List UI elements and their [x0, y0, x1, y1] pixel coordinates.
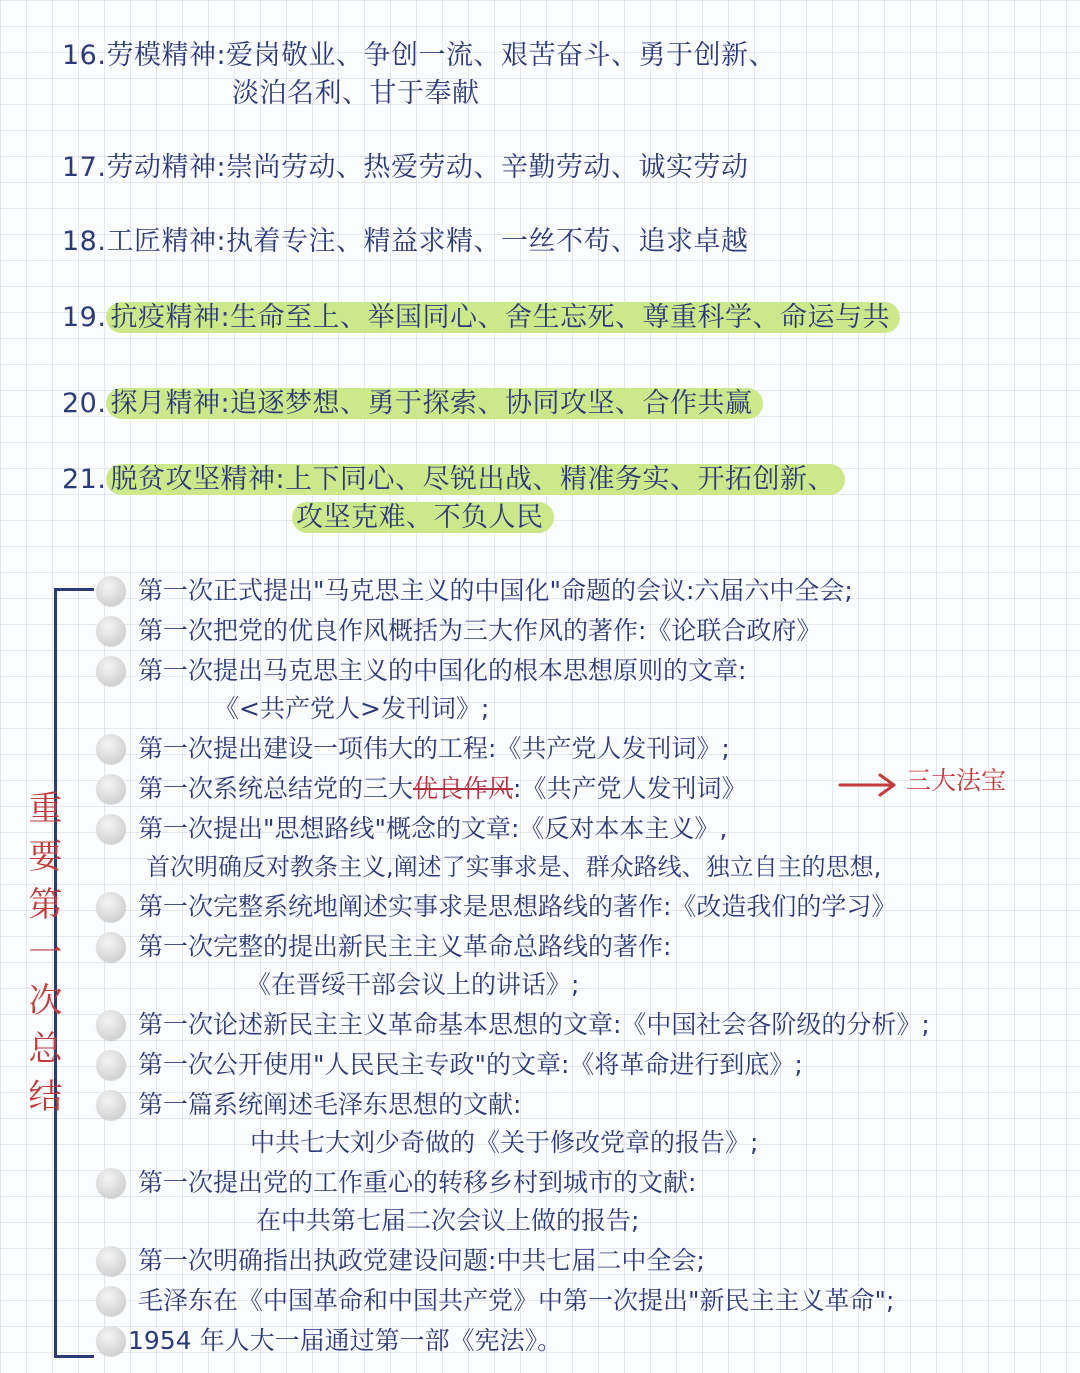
spirit-19-highlighted-text: 抗疫精神:生命至上、举国同心、舍生忘死、尊重科学、命运与共	[106, 302, 900, 333]
spirit-18: 18.工匠精神:执着专注、精益求精、一丝不苟、追求卓越	[62, 226, 749, 257]
summary-item-6: 第一次提出"思想路线"概念的文章:《反对本本主义》,	[138, 814, 728, 843]
summary-item-9: 第一次论述新民主主义革命基本思想的文章:《中国社会各阶级的分析》;	[138, 1010, 930, 1039]
bullet-icon	[96, 1090, 126, 1120]
summary-title	[14, 790, 62, 1126]
bullet-icon	[96, 892, 126, 922]
summary-item-13: 第一次明确指出执政党建设问题:中共七届二中全会;	[138, 1246, 705, 1275]
bullet-icon	[96, 774, 126, 804]
spirit-21-line1	[62, 462, 845, 498]
summary-item-1: 第一次正式提出"马克思主义的中国化"命题的会议:六届六中全会;	[138, 576, 853, 605]
bullet-icon	[96, 576, 126, 606]
bullet-icon	[96, 1168, 126, 1198]
summary-item-11: 第一篇系统阐述毛泽东思想的文献:	[138, 1090, 522, 1119]
summary-item-15: 1954 年人大一届通过第一部《宪法》。	[128, 1326, 563, 1355]
bullet-icon	[96, 1010, 126, 1040]
spirit-20-highlighted-text: 探月精神:追逐梦想、勇于探索、协同攻坚、合作共赢	[106, 388, 762, 419]
summary-item-6-continuation: 首次明确反对教条主义,阐述了实事求是、群众路线、独立自主的思想,	[146, 853, 882, 881]
annotation-three-magic-weapons: 三大法宝	[906, 766, 1007, 795]
summary-item-2: 第一次把党的优良作风概括为三大作风的著作:《论联合政府》	[138, 616, 822, 645]
summary-item-12: 第一次提出党的工作重心的转移乡村到城市的文献:	[138, 1168, 697, 1197]
spirit-21-number: 21.	[62, 464, 107, 495]
spirit-19-number: 19.	[62, 302, 107, 333]
bullet-icon	[96, 1286, 126, 1316]
arrow-right-icon	[838, 770, 898, 800]
strikethrough-text: 优良作风	[413, 774, 514, 803]
bullet-icon	[96, 656, 126, 686]
summary-item-4: 第一次提出建设一项伟大的工程:《共产党人发刊词》;	[138, 734, 730, 763]
summary-item-3-continuation: 《<共产党人>发刊词》;	[214, 694, 490, 723]
bullet-icon	[96, 734, 126, 764]
spirit-21-highlighted-text: 脱贫攻坚精神:上下同心、尽锐出战、精准务实、开拓创新、	[106, 464, 845, 495]
spirit-20	[62, 386, 763, 422]
summary-title-text: 重要第一次总结	[22, 790, 62, 1126]
spirit-19	[62, 300, 900, 336]
spirit-21-highlighted-text-2: 攻坚克难、不负人民	[292, 502, 554, 533]
bullet-icon	[96, 932, 126, 962]
bullet-icon	[96, 814, 126, 844]
bullet-icon	[96, 1050, 126, 1080]
summary-item-11-continuation: 中共七大刘少奇做的《关于修改党章的报告》;	[250, 1128, 759, 1157]
summary-item-8-continuation: 《在晋绥干部会议上的讲话》;	[246, 970, 580, 999]
spirit-16-line1: 16.劳模精神:爱岗敬业、争创一流、艰苦奋斗、勇于创新、	[62, 40, 777, 71]
summary-item-3: 第一次提出马克思主义的中国化的根本思想原则的文章:	[138, 656, 747, 685]
summary-item-5	[138, 772, 746, 806]
bullet-icon	[96, 1326, 126, 1356]
summary-item-10: 第一次公开使用"人民民主专政"的文章:《将革命进行到底》;	[138, 1050, 803, 1079]
summary-item-8: 第一次完整的提出新民主主义革命总路线的著作:	[138, 932, 672, 961]
summary-item-12-continuation: 在中共第七届二次会议上做的报告;	[256, 1206, 640, 1235]
bullet-icon	[96, 1246, 126, 1276]
summary-item-5-post: :《共产党人发刊词》	[513, 774, 747, 803]
summary-item-5-pre: 第一次系统总结党的三大	[138, 774, 414, 803]
spirit-16-line2: 淡泊名利、甘于奉献	[232, 78, 480, 109]
spirit-20-number: 20.	[62, 388, 107, 419]
spirit-21-line2	[292, 500, 554, 536]
summary-item-14: 毛泽东在《中国革命和中国共产党》中第一次提出"新民主主义革命";	[138, 1286, 895, 1315]
spirit-17: 17.劳动精神:崇尚劳动、热爱劳动、辛勤劳动、诚实劳动	[62, 152, 749, 183]
bullet-icon	[96, 616, 126, 646]
summary-item-7: 第一次完整系统地阐述实事求是思想路线的著作:《改造我们的学习》	[138, 892, 897, 921]
